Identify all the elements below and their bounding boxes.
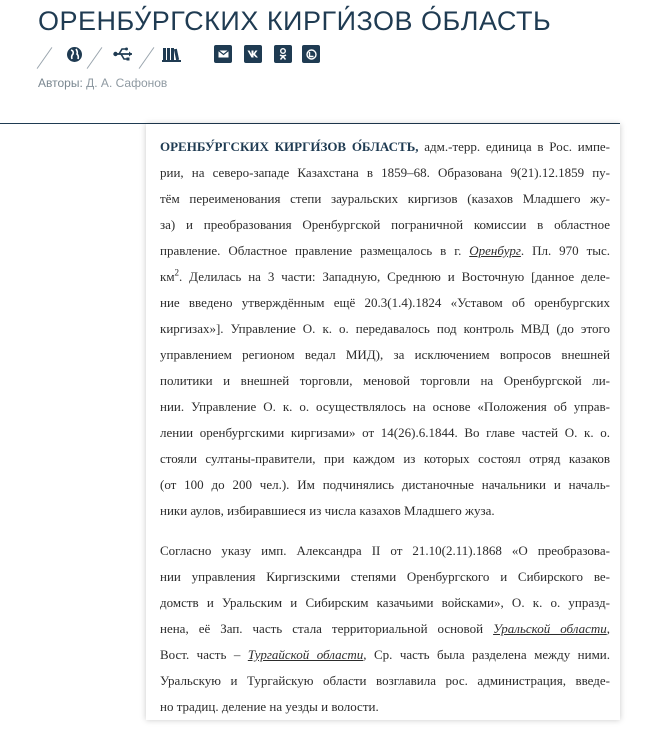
share-livejournal-button[interactable] — [302, 45, 320, 63]
text-line: (от 100 до 200 чел.). Им подчинялись дистаночные начальники и началь- — [160, 477, 610, 492]
page-title: ОРЕНБУ́РГСКИХ КИРГИ́ЗОВ О́БЛАСТЬ — [38, 6, 552, 36]
toolbar-divider — [87, 47, 103, 69]
text-line: Согласно указу имп. Александра II от 21.10(2.11).1868 «О преобразова- — [160, 543, 610, 558]
text-line: ОРЕНБУ́РГСКИХ КИРГИ́ЗОВ О́БЛАСТЬ, адм.-терр. единица в Рос. импе- — [160, 139, 611, 154]
article-heading: ОРЕНБУ́РГСКИХ КИРГИ́ЗОВ О́БЛАСТЬ, — [160, 139, 419, 154]
text-line: ники аулов, избиравшиеся из числа казахов Младшего жуза. — [160, 503, 495, 518]
globe-icon — [66, 46, 83, 63]
text-line: ние введено утверждённым ещё 20.3(1.4).1824 «Уставом об оренбургских — [160, 295, 610, 310]
text-line: нена, её Зап. часть стала территориальной основой Уральской области, — [160, 621, 611, 636]
link-uralsk-oblast[interactable]: Уральской области — [493, 621, 607, 636]
text-line: Вост. часть – Тургайской области, Ср. часть была разделена между ними. — [160, 647, 611, 662]
books-icon — [162, 46, 182, 62]
text-line: Уральскую и Тургайскую области возглавила рос. администрация, введе- — [160, 673, 610, 688]
link-turgai-oblast[interactable]: Тургайской области — [247, 647, 364, 662]
authors-label: Авторы: — [38, 76, 83, 90]
article-paragraph — [160, 538, 610, 720]
toolbar-divider — [37, 47, 53, 69]
livejournal-icon — [306, 49, 317, 60]
text-line: нии управления Киргизскими степями Оренбургского и Сибирского ве- — [160, 569, 610, 584]
text-line: управлением регионом ведал МИД), за исключением вопросов внешней — [160, 347, 610, 362]
article-header — [0, 0, 666, 124]
link-orenburg[interactable]: Оренбург — [469, 243, 521, 258]
text-line: домств и Уральским и Сибирским казачьими войсками», О. к. о. упразд- — [160, 595, 610, 610]
author-name[interactable]: Д. А. Сафонов — [86, 76, 168, 90]
authors-line — [38, 76, 167, 90]
text-line: правление. Областное правление размещалось в г. Оренбург. Пл. 970 тыс. — [160, 243, 611, 258]
text-line: киргизах»]. Управление О. к. о. передавалось под контроль МВД (до этого — [160, 321, 610, 336]
article-body — [160, 134, 610, 734]
books-button[interactable] — [162, 44, 182, 64]
share-odnoklassniki-button[interactable] — [274, 45, 292, 63]
vk-icon — [247, 50, 259, 58]
text-line: политики и внешней торговли, меновой торговли на Оренбургской ли- — [160, 373, 610, 388]
text-line: тём переименования степи зауральских киргизов (казахов Младшего жу- — [160, 191, 610, 206]
text-line: лении оренбургскими киргизами» от 14(26).6.1844. Во главе частей О. к. о. — [160, 425, 610, 440]
article-paragraph — [160, 134, 610, 524]
text-line: $км^2$. Делилась на 3 части: Западную, Среднюю и Восточную [данное деле- — [160, 267, 610, 284]
odnoklassniki-icon — [279, 48, 287, 60]
globe-button[interactable] — [64, 44, 84, 64]
text-line: нии. Управление О. к. о. осуществлялось на основе «Положения об управ- — [160, 399, 610, 414]
text-line: за) и преобразования Оренбургской пограничной комиссии в областное — [160, 217, 610, 232]
usb-button[interactable] — [112, 44, 136, 64]
text-line: но традиц. деление на уезды и волости. — [160, 699, 379, 714]
usb-icon — [113, 47, 135, 61]
toolbar-divider — [139, 47, 155, 69]
share-mail-button[interactable] — [214, 45, 232, 63]
share-vk-button[interactable] — [244, 45, 262, 63]
text-line: рии, на северо-западе Казахстана в 1859–68. Образована 9(21).12.1859 пу- — [160, 165, 610, 180]
mail-icon — [218, 50, 229, 58]
text-line: стояли султаны-правители, при каждом из которых состоял отряд казаков — [160, 451, 610, 466]
